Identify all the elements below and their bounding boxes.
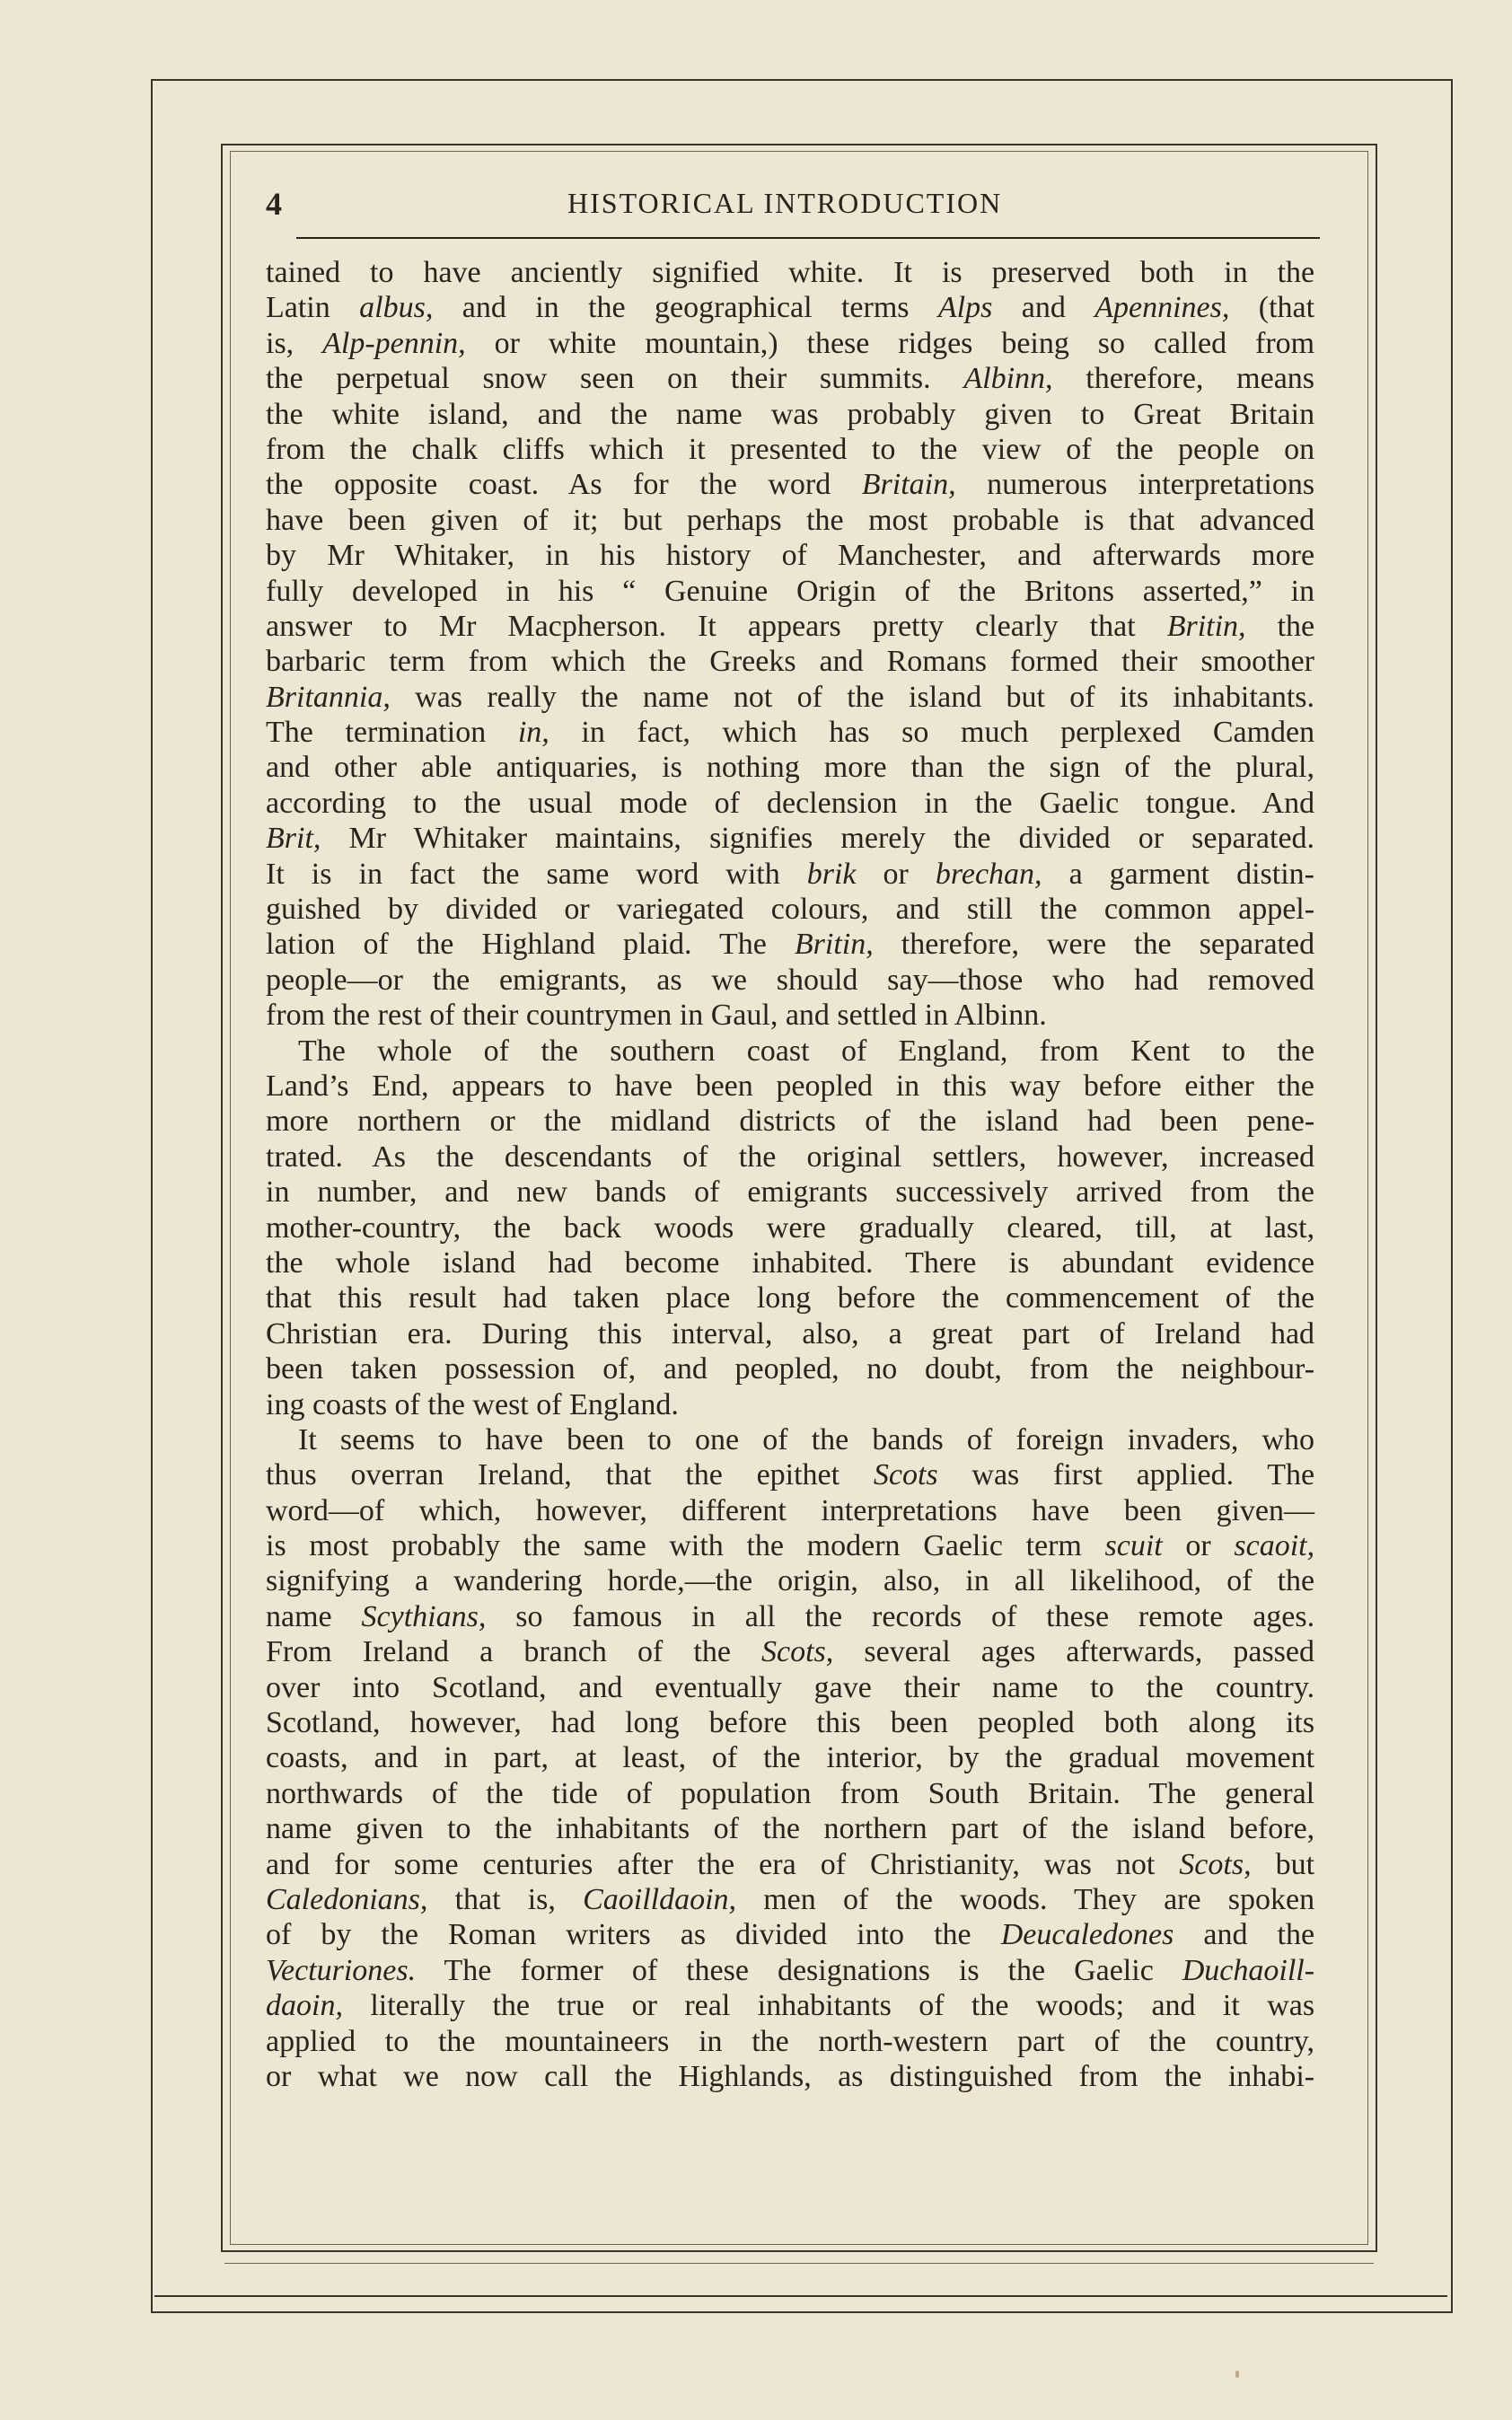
text-line: lation of the Highland plaid. The Britin, therefore, were the separated xyxy=(266,928,1315,962)
bottom-rule xyxy=(154,2295,1447,2297)
text-line: Vecturiones. The former of these designations is the Gaelic Duchaoill- xyxy=(266,1953,1315,1987)
text-line: ing coasts of the west of England. xyxy=(266,1387,679,1421)
text-line: barbaric term from which the Greeks and Romans formed their smoother xyxy=(266,645,1314,679)
paper-blemish xyxy=(1235,2371,1239,2378)
text-line: northwards of the tide of population from South Britain. The general xyxy=(266,1776,1315,1810)
text-line: It is in fact the same word with brik or brechan, a garment distin- xyxy=(266,857,1314,891)
text-line: the white island, and the name was probably given to Great Britain xyxy=(266,397,1315,431)
text-line: have been given of it; but perhaps the most probable is that advanced xyxy=(266,503,1315,537)
text-line: from the chalk cliffs which it presented to the view of the people on xyxy=(266,432,1315,466)
text-line: Latin albus, and in the geographical terms Alps and Apennines, (that xyxy=(266,291,1315,325)
text-line: Caledonians, that is, Caoilldaoin, men of the woods. They are spoken xyxy=(266,1882,1315,1916)
text-line: or what we now call the Highlands, as distinguished from the inhabi- xyxy=(266,2059,1315,2093)
text-line: answer to Mr Macpherson. It appears pretty clearly that Britin, the xyxy=(266,609,1315,643)
text-line: Britannia, was really the name not of the island but of its inhabitants. xyxy=(266,680,1315,714)
running-title: HISTORICAL INTRODUCTION xyxy=(567,187,1003,219)
text-line: Brit, Mr Whitaker maintains, signifies merely the divided or separated. xyxy=(266,822,1315,856)
text-line: of by the Roman writers as divided into the Deucaledones and the xyxy=(266,1918,1315,1952)
bottom-rule-fine xyxy=(224,2263,1374,2264)
text-line: The termination in, in fact, which has so much perplexed Camden xyxy=(266,716,1315,750)
text-line: and for some centuries after the era of Christianity, was not Scots, but xyxy=(266,1847,1315,1881)
text-line: thus overran Ireland, that the epithet Scots was first applied. The xyxy=(266,1458,1315,1492)
text-line: and other able antiquaries, is nothing more than the sign of the plural, xyxy=(266,751,1314,785)
text-line: is most probably the same with the modern Gaelic term scuit or scaoit, xyxy=(266,1529,1315,1563)
text-line: the perpetual snow seen on their summits. Albinn, therefore, means xyxy=(266,362,1315,396)
text-line: Land’s End, appears to have been peopled in this way before either the xyxy=(266,1069,1315,1103)
text-line: the whole island had become inhabited. There is abundant evidence xyxy=(266,1245,1315,1280)
text-line: From Ireland a branch of the Scots, several ages afterwards, passed xyxy=(266,1635,1315,1669)
text-line: coasts, and in part, at least, of the interior, by the gradual movement xyxy=(266,1741,1315,1775)
text-line: fully developed in his “ Genuine Origin of the Britons asserted,” in xyxy=(266,574,1315,608)
text-line: daoin, literally the true or real inhabitants of the woods; and it was xyxy=(266,1989,1315,2023)
text-line: trated. As the descendants of the original settlers, however, increased xyxy=(266,1140,1315,1174)
text-line: according to the usual mode of declension in the Gaelic tongue. And xyxy=(266,786,1315,820)
page-header xyxy=(266,180,1325,230)
text-line: the opposite coast. As for the word Britain, numerous interpretations xyxy=(266,468,1315,502)
text-line: signifying a wandering horde,—the origin, also, in all likelihood, of the xyxy=(266,1564,1315,1598)
text-line: in number, and new bands of emigrants successively arrived from the xyxy=(266,1175,1315,1210)
text-line: Scotland, however, had long before this been peopled both along its xyxy=(266,1706,1315,1740)
text-line: by Mr Whitaker, in his history of Manchester, and afterwards more xyxy=(266,539,1315,573)
text-line: over into Scotland, and eventually gave their name to the country. xyxy=(266,1670,1315,1704)
text-line: applied to the mountaineers in the north-western part of the country, xyxy=(266,2024,1314,2058)
text-line: people—or the emigrants, as we should say—those who had removed xyxy=(266,963,1315,997)
text-line: guished by divided or variegated colours, and still the common appel- xyxy=(266,893,1315,927)
text-line: name Scythians, so famous in all the records of these remote ages. xyxy=(266,1599,1315,1633)
body-text xyxy=(266,255,1314,2094)
header-rule xyxy=(296,237,1320,239)
text-line: is, Alp-pennin, or white mountain,) these ridges being so called from xyxy=(266,326,1315,360)
text-line: The whole of the southern coast of England, from Kent to the xyxy=(298,1034,1315,1068)
text-line: more northern or the midland districts of the island had been pene- xyxy=(266,1104,1315,1139)
text-line: been taken possession of, and peopled, no doubt, from the neighbour- xyxy=(266,1352,1315,1386)
text-line: Christian era. During this interval, also, a great part of Ireland had xyxy=(266,1316,1315,1351)
page-number: 4 xyxy=(266,186,282,222)
text-line: word—of which, however, different interpretations have been given— xyxy=(266,1493,1315,1527)
text-line: name given to the inhabitants of the northern part of the island before, xyxy=(266,1812,1315,1846)
text-line: tained to have anciently signified white. It is preserved both in the xyxy=(266,256,1315,289)
text-line: It seems to have been to one of the bands of foreign invaders, who xyxy=(298,1422,1315,1456)
text-line: that this result had taken place long before the commencement of the xyxy=(266,1281,1315,1316)
text-line: from the rest of their countrymen in Gaul, and settled in Albinn. xyxy=(266,999,1047,1033)
text-line: mother-country, the back woods were gradually cleared, till, at last, xyxy=(266,1210,1315,1245)
